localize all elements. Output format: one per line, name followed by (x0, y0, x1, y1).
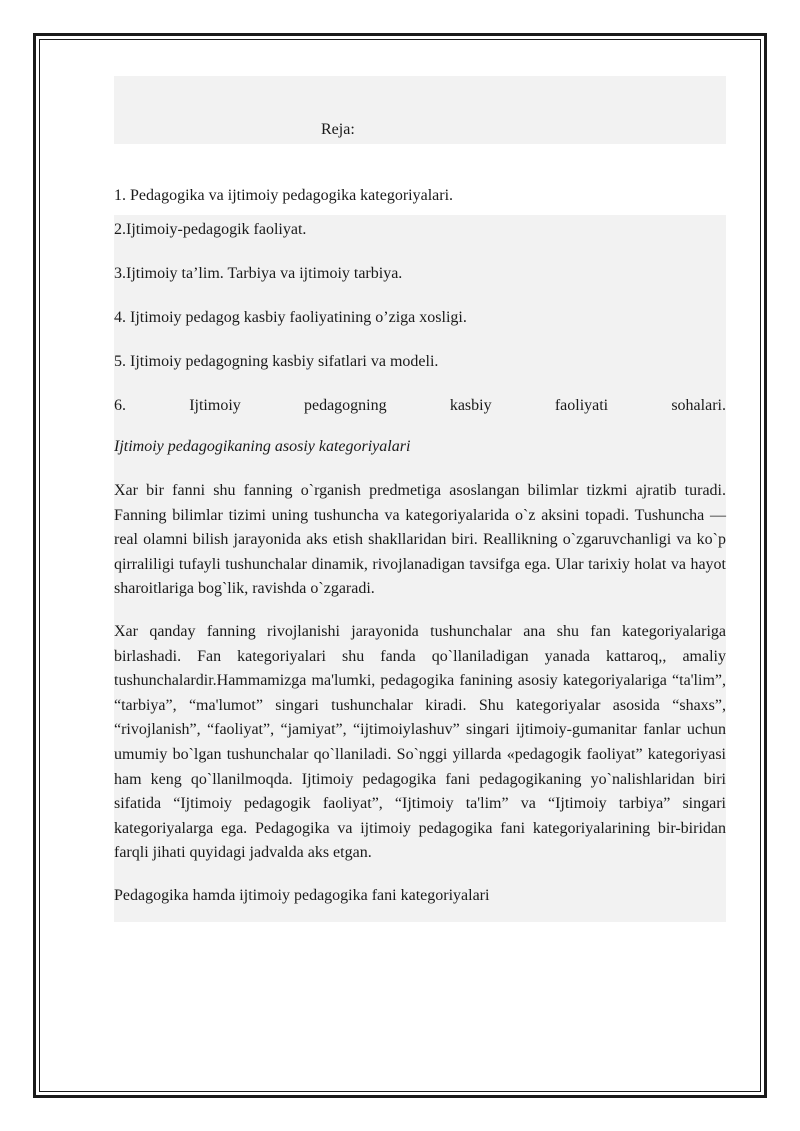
plan-item-1: 1. Pedagogika va ijtimoiy pedagogika kategoriyalari. (114, 187, 454, 204)
closing-line: Pedagogika hamda ijtimoiy pedagogika fani kategoriyalari (114, 886, 490, 904)
paragraph: Xar bir fanni shu fanning o`rganish predmetiga asoslangan bilimlar tizkmi ajratib turadi. Fanning bilimlar tizimi uning tushuncha va kategoriyalarida o`z aksini topadi. Tushuncha — real olamni bilish jarayonida aks etish shakllaridan biri. Reallikning o`zgaruvchanligi va ko`p qirraliligi tufayli tushunchalar dinamik, rivojlanadigan tavsifga ega. Ular tarixiy holat va hayot sharoitlariga bog`lik, ravishda o`zgaradi. (114, 482, 726, 598)
plan-item-6-word: kasbiy (449, 397, 492, 414)
plan-item-6-word: 6. (114, 397, 126, 414)
section-heading: Ijtimoiy pedagogikaning asosiy kategoriyalari (114, 438, 411, 455)
plan-item-6-word: sohalari. (671, 397, 726, 414)
plan-item-2: 2.Ijtimoiy-pedagogik faoliyat. (114, 221, 307, 238)
plan-item-6-word: pedagogning (303, 397, 387, 414)
plan-item-5: 5. Ijtimoiy pedagogning kasbiy sifatlari va modeli. (114, 353, 439, 370)
title-band (114, 76, 726, 144)
plan-item-6-word: faoliyati (554, 397, 609, 414)
document-title: Reja: (321, 121, 355, 138)
plan-item-6-word: Ijtimoiy (189, 397, 241, 414)
plan-item-6 (114, 396, 726, 416)
plan-and-text-block (114, 215, 726, 922)
document-body (114, 76, 726, 922)
plan-item-3: 3.Ijtimoiy ta’lim. Tarbiya va ijtimoiy tarbiya. (114, 265, 403, 282)
plan-item-4: 4. Ijtimoiy pedagog kasbiy faoliyatining o’ziga xosligi. (114, 309, 467, 326)
paragraph: Xar qanday fanning rivojlanishi jarayonida tushunchalar ana shu fan kategoriyalariga birlashadi. Fan kategoriyalari shu fanda qo`llaniladigan yanada kattaroq,, amaliy tushunchalardir.Hammamizga ma'lumki, pedagogika fanining asosiy kategoriyalariga “ta'lim”, “tarbiya”, “ma'lumot” singari tushunchalar kiradi. Shu kategoriyalar asosida “shaxs”, “rivojlanish”, “faoliyat”, “jamiyat”, “ijtimoiylashuv” singari ijtimoiy-gumanitar fanlar uchun umumiy bo`lgan tushunchalar qo`llaniladi. So`nggi yillarda «pedagogik faoliyat” kategoriyasi ham keng qo`llanilmoqda. Ijtimoiy pedagogika fani pedagogikaning yo`nalishlaridan biri sifatida “Ijtimoiy pedagogik faoliyat”, “Ijtimoiy ta'lim” va “Ijtimoiy tarbiya” singari kategoriyalarga ega. Pedagogika va ijtimoiy pedagogika fani kategoriyalarining bir-biridan farqli jihati quyidagi jadvalda aks etgan. (114, 622, 726, 862)
